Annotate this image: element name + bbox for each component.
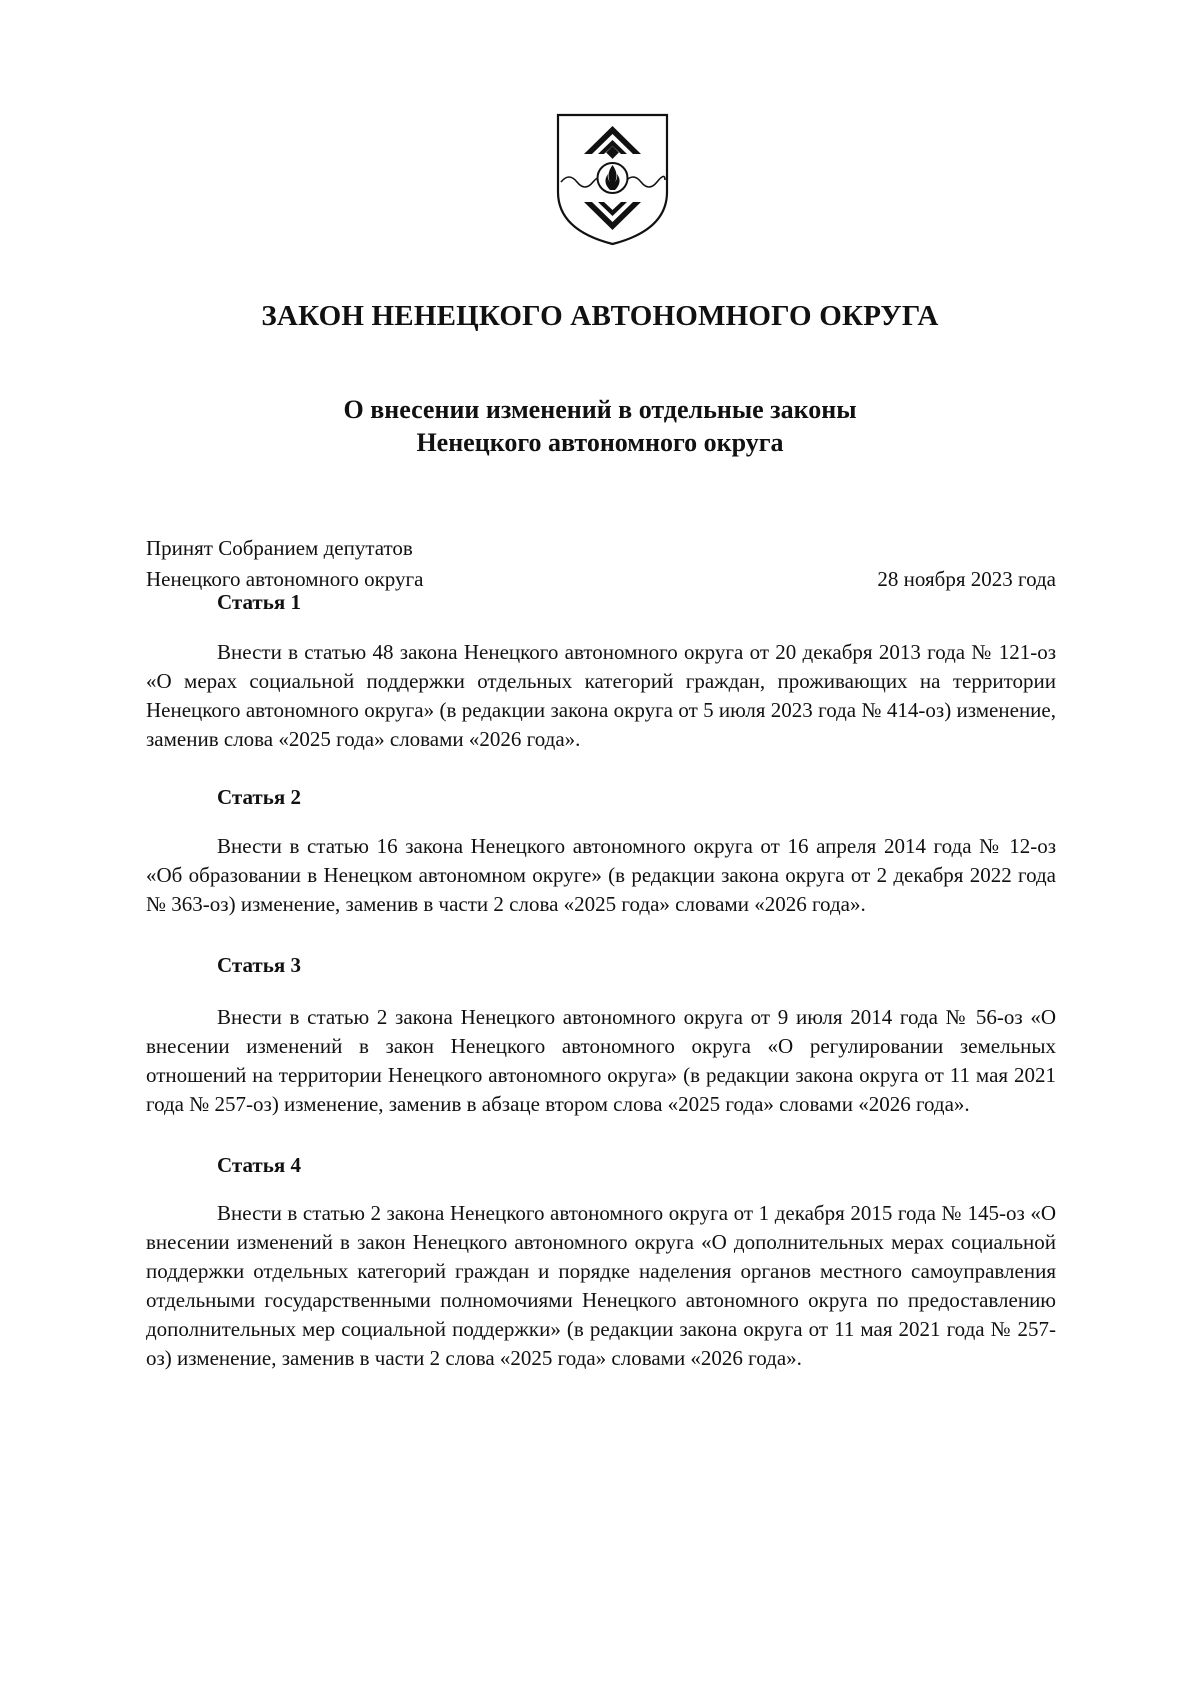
subtitle-line-1: О внесении изменений в отдельные законы	[343, 395, 857, 424]
adopted-by-line-2: Ненецкого автономного округа	[146, 567, 424, 591]
article-1-title: Статья 1	[217, 590, 301, 614]
article-1-text: Внести в статью 48 закона Ненецкого автономного округа от 20 декабря 2013 года № 121-оз «О мерах социальной поддержки отдельных категорий граждан, проживающих на территории Ненецкого автономного округа» (в редакции закона округа от 5 июля 2023 года № 414-оз) изменение, заменив слова «2025 года» словами «2026 года».	[146, 640, 1056, 751]
subtitle-line-2: Ненецкого автономного округа	[416, 428, 784, 457]
article-4-text: Внести в статью 2 закона Ненецкого автономного округа от 1 декабря 2015 года № 145-оз «О внесении изменений в закон Ненецкого автономного округа «О дополнительных мерах социальной поддержки отдельных категорий граждан и порядке наделения органов местного самоуправления отдельными государственными полномочиями Ненецкого автономного округа по предоставлению дополнительных мер социальной поддержки» (в редакции закона округа от 11 мая 2021 года № 257-оз) изменение, заменив в части 2 слова «2025 года» словами «2026 года».	[146, 1201, 1056, 1370]
article-3-title: Статья 3	[217, 953, 301, 977]
law-subtitle	[0, 393, 1200, 459]
article-2-title: Статья 2	[217, 785, 301, 809]
article-4-title: Статья 4	[217, 1153, 301, 1177]
adopted-by-line-1: Принят Собранием депутатов	[146, 536, 413, 560]
nenets-coat-of-arms-icon	[555, 112, 670, 247]
adoption-date: 28 ноября 2023 года	[877, 567, 1056, 591]
law-title: ЗАКОН НЕНЕЦКОГО АВТОНОМНОГО ОКРУГА	[261, 300, 939, 332]
article-2-text: Внести в статью 16 закона Ненецкого автономного округа от 16 апреля 2014 года № 12-оз «Об образовании в Ненецком автономном округе» (в редакции закона округа от 2 декабря 2022 года № 363-оз) изменение, заменив в части 2 слова «2025 года» словами «2026 года».	[146, 834, 1056, 916]
adoption-block	[146, 533, 1056, 595]
article-3-text: Внести в статью 2 закона Ненецкого автономного округа от 9 июля 2014 года № 56-оз «О внесении изменений в закон Ненецкого автономного округа «О регулировании земельных отношений на территории Ненецкого автономного округа» (в редакции закона округа от 11 мая 2021 года № 257-оз) изменение, заменив в абзаце втором слова «2025 года» словами «2026 года».	[146, 1005, 1056, 1116]
